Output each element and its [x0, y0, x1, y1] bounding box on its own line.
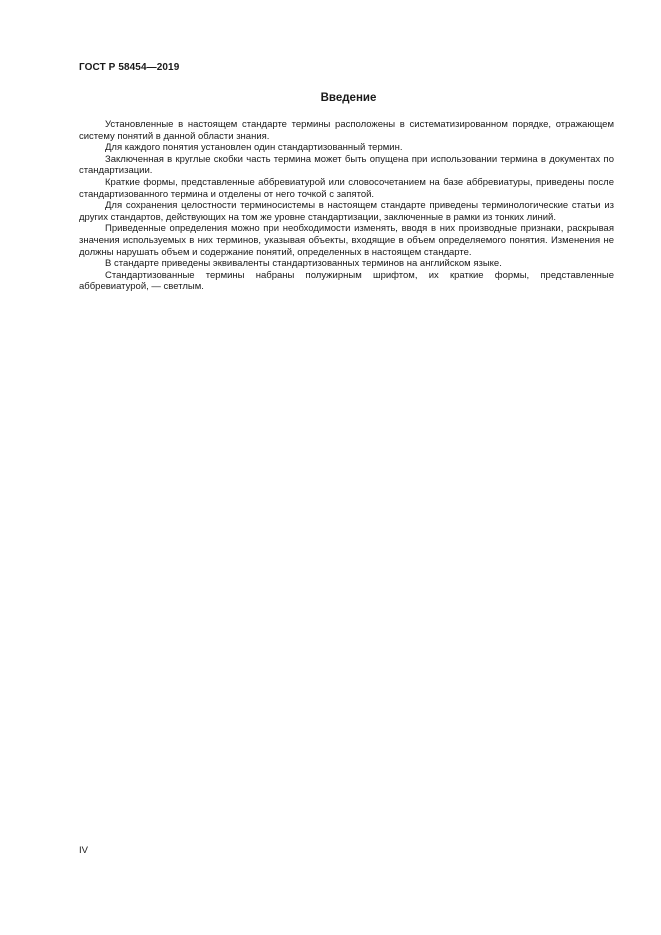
- paragraph: Для каждого понятия установлен один стандартизованный термин.: [105, 142, 403, 154]
- paragraph: В стандарте приведены эквиваленты стандартизованных терминов на английском языке.: [105, 258, 502, 270]
- paragraph: Приведенные определения можно при необходимости изменять, вводя в них производные признаки, раскрывая значения используемых в них терминов, указывая объекты, входящие в объем определяемого понятия. Изменения не должны нарушать объем и содержание понятий, определенных в настоящем стандарте.: [79, 223, 614, 258]
- page-number: IV: [79, 845, 88, 856]
- paragraph: Заключенная в круглые скобки часть термина может быть опущена при использовании термина в документах по стандартизации.: [79, 153, 614, 177]
- document-header: ГОСТ Р 58454—2019: [79, 62, 180, 73]
- paragraph: Стандартизованные термины набраны полужирным шрифтом, их краткие формы, представленные аббревиатурой, — светлым.: [79, 269, 614, 293]
- section-title: Введение: [320, 92, 377, 104]
- paragraph: Для сохранения целостности терминосистемы в настоящем стандарте приведены терминологические статьи из других стандартов, действующих на том же уровне стандартизации, заключенные в рамки из тонких линий.: [79, 200, 614, 223]
- body-text: [79, 119, 614, 293]
- paragraph: Краткие формы, представленные аббревиатурой или словосочетанием на базе аббревиатуры, приведены после стандартизованного термина и отделены от него точкой с запятой.: [79, 176, 614, 200]
- paragraph: Установленные в настоящем стандарте термины расположены в систематизированном порядке, отражающем систему понятий в данной области знания.: [79, 119, 614, 142]
